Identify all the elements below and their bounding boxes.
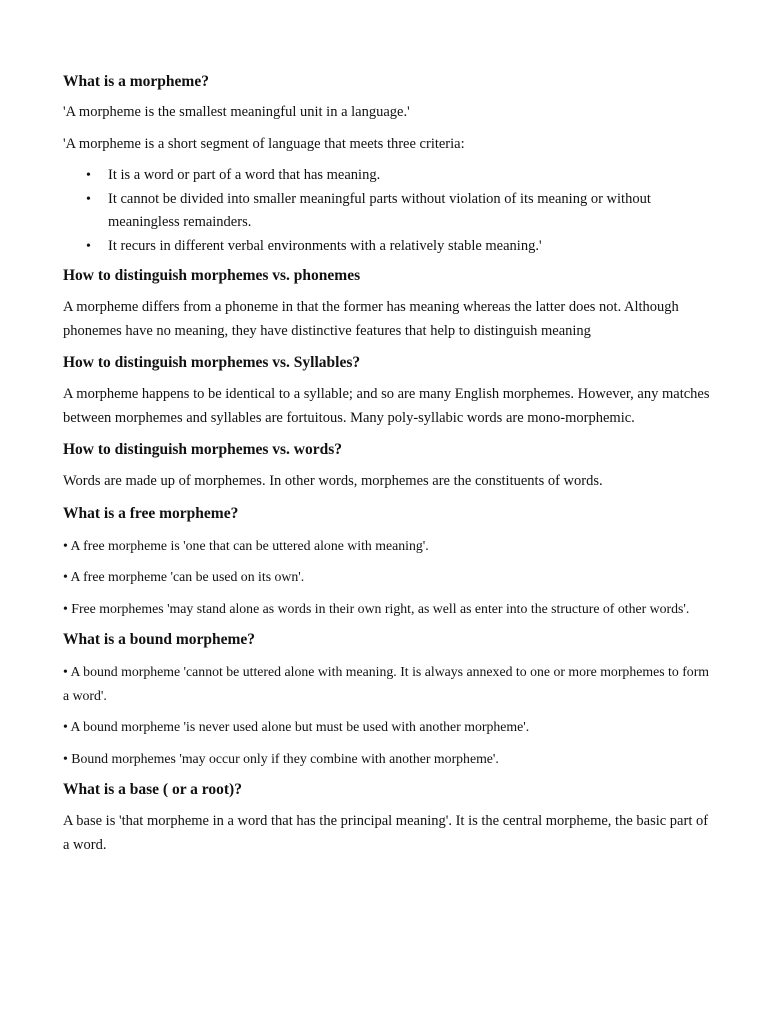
words-paragraph: Words are made up of morphemes. In other words, morphemes are the constituents of words. xyxy=(63,473,603,489)
list-item: • It is a word or part of a word that has meaning. xyxy=(108,164,713,188)
phonemes-paragraph: A morpheme differs from a phoneme in that the former has meaning whereas the latter does not. Although phonemes have no meaning, they have distinctive features that help to distinguish meaning xyxy=(63,299,679,339)
bullet-icon: • xyxy=(86,238,91,254)
section-heading-phonemes: How to distinguish morphemes vs. phonemes xyxy=(63,267,361,284)
bound-morpheme-point: • A bound morpheme 'cannot be uttered alone with meaning. It is always annexed to one or more morphemes to form a word'. xyxy=(63,664,710,703)
section-heading-bound-morpheme: What is a bound morpheme? xyxy=(63,631,256,648)
section-heading-base: What is a base ( or a root)? xyxy=(63,781,242,798)
bullet-icon: • xyxy=(86,168,91,183)
free-morpheme-point: • A free morpheme 'can be used on its own'. xyxy=(63,569,305,584)
section-heading-morpheme: What is a morpheme? xyxy=(63,73,209,90)
criteria-list xyxy=(63,164,713,258)
list-item: • It recurs in different verbal environments with a relatively stable meaning.' xyxy=(108,235,713,259)
bound-morpheme-point: • A bound morpheme 'is never used alone but must be used with another morpheme'. xyxy=(63,719,530,734)
bound-morpheme-point: • Bound morphemes 'may occur only if they combine with another morpheme'. xyxy=(63,750,499,766)
section-heading-syllables: How to distinguish morphemes vs. Syllables? xyxy=(63,354,361,371)
definition-paragraph: 'A morpheme is the smallest meaningful unit in a language.' xyxy=(63,104,410,120)
section-heading-words: How to distinguish morphemes vs. words? xyxy=(63,441,343,458)
list-item: • It cannot be divided into smaller meaningful parts without violation of its meaning or without meaningless remainders. xyxy=(108,188,713,235)
free-morpheme-point: • Free morphemes 'may stand alone as words in their own right, as well as enter into the structure of other words'. xyxy=(63,600,690,616)
bullet-icon: • xyxy=(86,191,91,207)
free-morpheme-point: • A free morpheme is 'one that can be uttered alone with meaning'. xyxy=(63,537,429,553)
section-heading-free-morpheme: What is a free morpheme? xyxy=(63,504,239,522)
base-paragraph: A base is 'that morpheme in a word that has the principal meaning'. It is the central morpheme, the basic part of a word. xyxy=(63,813,709,853)
document-page xyxy=(63,70,713,857)
syllables-paragraph: A morpheme happens to be identical to a syllable; and so are many English morphemes. However, any matches between morphemes and syllables are fortuitous. Many poly-syllabic words are mono-morphemic. xyxy=(63,386,710,426)
criteria-intro-paragraph: 'A morpheme is a short segment of language that meets three criteria: xyxy=(63,135,465,152)
